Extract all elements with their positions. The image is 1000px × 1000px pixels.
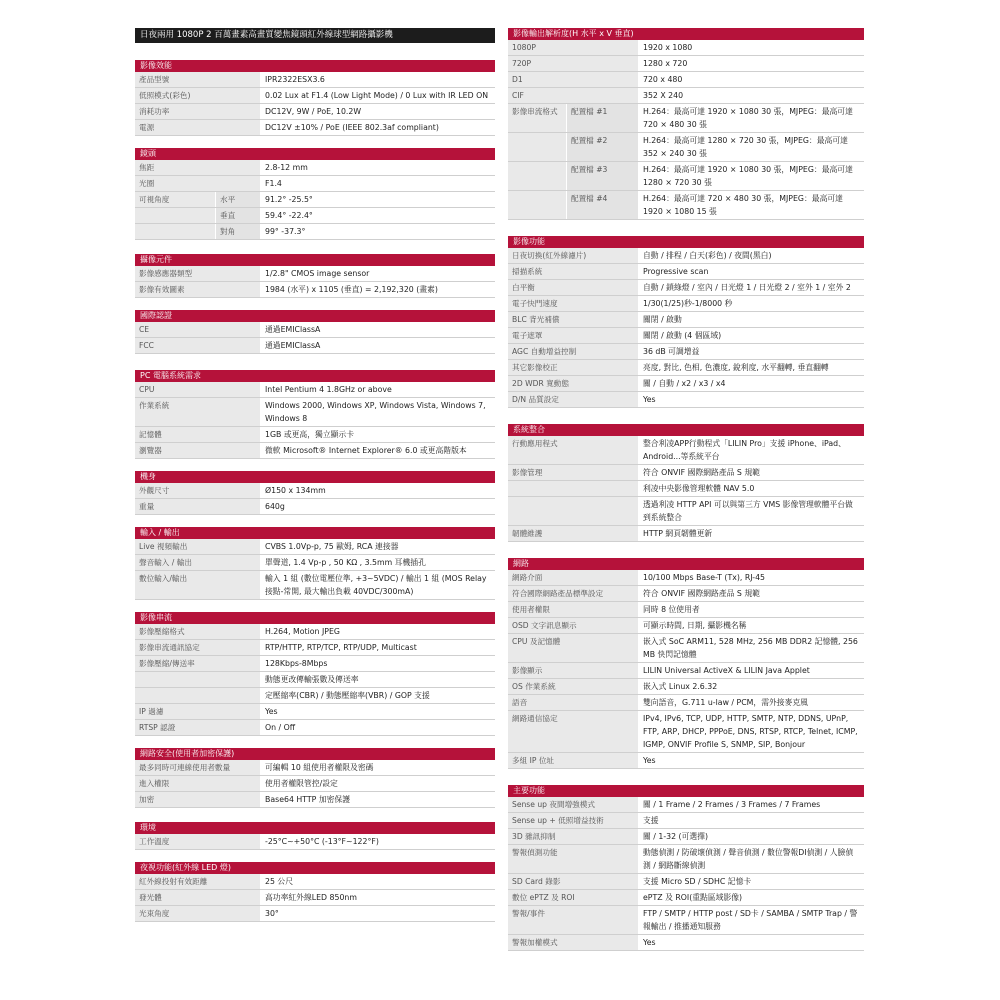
spec-row [135,640,495,656]
section-title: PC 電腦系統需求 [135,370,495,382]
spec-row [135,792,495,808]
spec-value: 關閉 / 啟動 [643,315,682,324]
spec-value: 定壓縮率(CBR) / 動態壓縮率(VBR) / GOP 支援 [265,691,430,700]
spec-value: 單聲道, 1.4 Vp-p , 50 KΩ , 3.5mm 耳機插孔 [265,558,426,567]
spec-label: 2D WDR 寬動態 [508,376,638,391]
spec-section [135,254,495,298]
spec-value: Yes [643,756,656,765]
section-title: 攝像元件 [135,254,495,266]
spec-section [508,236,864,408]
section-title: 夜視功能(紅外線 LED 燈) [135,862,495,874]
spec-row [508,602,864,618]
spec-section [135,748,495,808]
spec-row [508,72,864,88]
spec-label [135,688,260,703]
spec-row [508,797,864,813]
spec-label: D/N 品質設定 [508,392,638,407]
spec-label: 警報加權模式 [508,935,638,950]
spec-value: 符合 ONVIF 國際網路產品 S 規範 [643,589,760,598]
spec-label: 可視角度 [135,192,215,207]
spec-section [135,822,495,850]
spec-label: 工作溫度 [135,834,260,849]
spec-row [135,720,495,736]
spec-label: 語音 [508,695,638,710]
spec-value: 嵌入式 Linux 2.6.32 [643,682,718,691]
spec-row [135,88,495,104]
spec-row [135,176,495,192]
spec-value: 通過EMIClassA [265,325,321,334]
spec-value: -25°C~+50°C (-13°F~122°F) [265,837,379,846]
spec-section [508,424,864,542]
spec-value: 同時 8 位使用者 [643,605,700,614]
spec-row [508,56,864,72]
spec-row [508,711,864,753]
spec-row [135,120,495,136]
spec-value: 59.4° -22.4° [265,211,313,220]
spec-value: 自動 / 鎖綠燈 / 室內 / 日光燈 1 / 日光燈 2 / 室外 1 / 室外 2 [643,283,851,292]
section-title: 網路安全(使用者加密保護) [135,748,495,760]
spec-label: 紅外線投射有效距離 [135,874,260,889]
spec-label: 影像有效圖素 [135,282,260,297]
spec-label: Sense up 夜間增強模式 [508,797,638,812]
spec-value: 支援 Micro SD / SDHC 記憶卡 [643,877,752,886]
spec-row [508,906,864,935]
right-sections [508,28,864,951]
spec-section [135,471,495,515]
spec-label: 電源 [135,120,260,135]
spec-sublabel: 配置檔 #4 [566,191,638,219]
spec-row [508,40,864,56]
spec-label: 使用者權限 [508,602,638,617]
spec-label [508,133,566,161]
spec-label: 瀏覽器 [135,443,260,458]
spec-value: 1GB 或更高，獨立顯示卡 [265,430,355,439]
spec-value: 關 / 自動 / x2 / x3 / x4 [643,379,726,388]
spec-label: 光圈 [135,176,260,191]
spec-section [508,558,864,769]
spec-value: HTTP 網頁韌體更新 [643,529,713,538]
spec-row [508,312,864,328]
spec-value: 關 / 1 Frame / 2 Frames / 3 Frames / 7 Frames [643,800,821,809]
spec-value: 1280 x 720 [643,59,688,68]
spec-label: 影像管理 [508,465,638,480]
spec-value: 1/30(1/25)秒-1/8000 秒 [643,299,733,308]
spec-value: FTP / SMTP / HTTP post / SD卡 / SAMBA / SMTP Trap / 警報輸出 / 推播通知服務 [643,909,858,931]
spec-label [508,497,638,525]
spec-row [135,890,495,906]
spec-value: 動態更改傳輸張數及傳送率 [265,675,359,684]
spec-label: 多組 IP 位址 [508,753,638,768]
spec-value: DC12V, 9W / PoE, 10.2W [265,107,362,116]
spec-row [508,162,864,191]
spec-label: OS 作業系統 [508,679,638,694]
spec-row [508,264,864,280]
spec-section [135,370,495,459]
spec-label: 日夜切換(紅外線濾片) [508,248,638,263]
spec-row [508,191,864,220]
spec-value: 關 / 1-32 (可選擇) [643,832,709,841]
spec-sublabel: 對角 [215,224,260,239]
spec-label: 掃描系統 [508,264,638,279]
spec-value: 高功率紅外線LED 850nm [265,893,357,902]
spec-label: 720P [508,56,638,71]
spec-value: 720 x 480 [643,75,683,84]
spec-row [508,392,864,408]
section-title: 影像效能 [135,60,495,72]
spec-label: CPU [135,382,260,397]
spec-label: 數位 ePTZ 及 ROI [508,890,638,905]
spec-section [508,28,864,220]
spec-label: 警報/事件 [508,906,638,934]
spec-value: Yes [265,707,278,716]
spec-row [135,776,495,792]
spec-row [135,688,495,704]
spec-value: 91.2° -25.5° [265,195,313,204]
section-title: 系統整合 [508,424,864,436]
spec-label: 加密 [135,792,260,807]
spec-value: Windows 2000, Windows XP, Windows Vista, Windows 7, Windows 8 [265,401,486,423]
spec-label: BLC 背光補償 [508,312,638,327]
spec-row [135,555,495,571]
spec-value: 微軟 Microsoft® Internet Explorer® 6.0 或更高階版本 [265,446,467,455]
spec-row [135,104,495,120]
spec-label: 作業系統 [135,398,260,426]
spec-value: 99° -37.3° [265,227,306,236]
spec-value: 640g [265,502,285,511]
spec-label: 進入權限 [135,776,260,791]
spec-label [135,208,215,223]
spec-row [508,829,864,845]
spec-value: H.264：最高可達 1280 × 720 30 張，MJPEG：最高可達 352 × 240 30 張 [643,136,848,158]
spec-label [135,224,215,239]
spec-row [135,72,495,88]
spec-label: 影像壓縮格式 [135,624,260,639]
spec-row [135,483,495,499]
spec-value: 利凌中央影像管理軟體 NAV 5.0 [643,484,755,493]
spec-value: IPv4, IPv6, TCP, UDP, HTTP, SMTP, NTP, DDNS, UPnP, FTP, ARP, DHCP, PPPoE, DNS, RTSP, RTCP, Telnet, ICMP, IGMP, ONVIF Profile S, SNMP, SIP, Bonjour [643,714,858,749]
spec-row [135,322,495,338]
spec-value: 10/100 Mbps Base-T (Tx), RJ-45 [643,573,765,582]
spec-row [508,360,864,376]
spec-row [508,845,864,874]
spec-label: 光束角度 [135,906,260,921]
spec-value: 25 公尺 [265,877,293,886]
spec-value: 支援 [643,816,659,825]
spec-value: 關閉 / 啟動 (4 個區域) [643,331,722,340]
spec-value: CVBS 1.0Vp-p, 75 歐姆, RCA 連接器 [265,542,399,551]
spec-value: DC12V ±10% / PoE (IEEE 802.3af compliant) [265,123,439,132]
spec-label: 符合國際網路產品標準設定 [508,586,638,601]
spec-value: Ø150 x 134mm [265,486,326,495]
spec-row [508,497,864,526]
spec-row [508,874,864,890]
spec-row [135,192,495,208]
spec-label: SD Card 錄影 [508,874,638,889]
spec-sublabel: 水平 [215,192,260,207]
spec-row [135,571,495,600]
spec-value: 128Kbps-8Mbps [265,659,328,668]
spec-value: 雙向語音，G.711 u-law / PCM，需外接麥克風 [643,698,808,707]
spec-label: 重量 [135,499,260,514]
spec-value: 2.8-12 mm [265,163,308,172]
spec-section [135,148,495,240]
spec-label: 電子快門速度 [508,296,638,311]
spec-value: 1920 x 1080 [643,43,693,52]
spec-label: CE [135,322,260,337]
spec-value: 352 X 240 [643,91,684,100]
spec-value: F1.4 [265,179,282,188]
spec-row [508,935,864,951]
spec-row [135,906,495,922]
spec-value: Intel Pentium 4 1.8GHz or above [265,385,392,394]
spec-label: Sense up + 低照增益技術 [508,813,638,828]
section-title: 輸入 / 輸出 [135,527,495,539]
spec-value: H.264, Motion JPEG [265,627,340,636]
spec-row [508,586,864,602]
section-title: 主要功能 [508,785,864,797]
section-title: 影像功能 [508,236,864,248]
spec-section [135,60,495,136]
spec-label: 最多同時可連線使用者數量 [135,760,260,775]
spec-value: RTP/HTTP, RTP/TCP, RTP/UDP, Multicast [265,643,417,652]
spec-value: 嵌入式 SoC ARM11, 528 MHz, 256 MB DDR2 記憶體, 256 MB 快閃記憶體 [643,637,858,659]
spec-sublabel: 配置檔 #3 [566,162,638,190]
spec-label: 行動應用程式 [508,436,638,464]
spec-row [135,624,495,640]
spec-section [135,612,495,736]
spec-value: ePTZ 及 ROI(重點區域影像) [643,893,743,902]
spec-label: D1 [508,72,638,87]
section-title: 網路 [508,558,864,570]
spec-row [508,753,864,769]
spec-label: CIF [508,88,638,103]
spec-label [508,162,566,190]
spec-label: IP 過濾 [135,704,260,719]
spec-label: FCC [135,338,260,353]
spec-value: 整合利凌APP行動程式「LILIN Pro」支援 iPhone、iPad、Android...等系統平台 [643,439,846,461]
spec-label: 聲音輸入 / 輸出 [135,555,260,570]
spec-label: Live 視頻輸出 [135,539,260,554]
spec-row [508,481,864,497]
spec-row [508,376,864,392]
spec-section [508,785,864,951]
spec-row [508,526,864,542]
spec-row [135,282,495,298]
spec-label: 外觀尺寸 [135,483,260,498]
spec-value: IPR2322ESX3.6 [265,75,325,84]
spec-value: 動態偵測 / 防破壞偵測 / 聲音偵測 / 數位警報DI偵測 / 人臉偵測 / 網路斷線偵測 [643,848,854,870]
spec-row [135,499,495,515]
spec-value: On / Off [265,723,296,732]
spec-value: 36 dB 可調增益 [643,347,700,356]
left-column [135,28,495,933]
spec-row [508,890,864,906]
left-sections [135,60,495,922]
spec-label: 影像感應器類型 [135,266,260,281]
spec-row [135,266,495,282]
spec-value: 1984 (水平) x 1105 (垂直) = 2,192,320 (畫素) [265,285,438,294]
spec-value: Yes [643,395,656,404]
spec-row [135,834,495,850]
section-title: 機身 [135,471,495,483]
spec-label: 數位輸入/輸出 [135,571,260,599]
spec-row [508,280,864,296]
spec-label: 影像顯示 [508,663,638,678]
spec-label: 焦距 [135,160,260,175]
spec-row [508,133,864,162]
spec-value: 通過EMIClassA [265,341,321,350]
spec-row [135,338,495,354]
spec-value: Progressive scan [643,267,709,276]
spec-label: 影像串流格式 [508,104,566,132]
section-title: 環境 [135,822,495,834]
spec-value: LILIN Universal ActiveX & LILIN Java Applet [643,666,810,675]
page-title: 日夜兩用 1080P 2 百萬畫素高畫質變焦鏡頭紅外線球型網路攝影機 [135,28,495,43]
spec-row [508,663,864,679]
spec-row [508,248,864,264]
spec-row [508,618,864,634]
spec-row [135,382,495,398]
spec-row [135,656,495,672]
spec-row [135,427,495,443]
spec-label: 消耗功率 [135,104,260,119]
spec-row [135,874,495,890]
spec-label: 影像壓縮/傳送率 [135,656,260,671]
section-title: 影像串流 [135,612,495,624]
spec-row [508,328,864,344]
section-title: 鏡頭 [135,148,495,160]
spec-row [135,208,495,224]
spec-row [508,695,864,711]
spec-label: 產品型號 [135,72,260,87]
spec-value: 30° [265,909,279,918]
spec-row [508,679,864,695]
spec-value: 可顯示時間, 日期, 攝影機名稱 [643,621,747,630]
spec-label: 網路介面 [508,570,638,585]
right-column [508,28,864,962]
spec-value: 使用者權限管控/設定 [265,779,338,788]
spec-label [508,481,638,496]
spec-row [135,443,495,459]
spec-label: 白平衡 [508,280,638,295]
spec-sublabel: 垂直 [215,208,260,223]
spec-row [135,704,495,720]
spec-row [135,224,495,240]
spec-sublabel: 配置檔 #1 [566,104,638,132]
spec-row [508,465,864,481]
spec-row [135,539,495,555]
spec-label: 影像串流通訊協定 [135,640,260,655]
spec-value: 自動 / 排程 / 白天(彩色) / 夜間(黑白) [643,251,772,260]
spec-value: 1/2.8" CMOS image sensor [265,269,370,278]
spec-label: 韌體維護 [508,526,638,541]
spec-value: Yes [643,938,656,947]
section-title: 影像輸出解析度(H 水平 x V 垂直) [508,28,864,40]
spec-sublabel: 配置檔 #2 [566,133,638,161]
spec-label: 1080P [508,40,638,55]
spec-row [508,88,864,104]
spec-section [135,310,495,354]
spec-row [135,672,495,688]
spec-row [135,398,495,427]
spec-label: 記憶體 [135,427,260,442]
spec-value: 亮度, 對比, 色相, 色濃度, 銳利度, 水平翻轉, 垂直翻轉 [643,363,829,372]
spec-value: H.264：最高可達 1920 × 1080 30 張，MJPEG：最高可達 1280 × 720 30 張 [643,165,853,187]
spec-row [135,760,495,776]
spec-label: 低照模式(彩色) [135,88,260,103]
spec-row [508,296,864,312]
spec-label: CPU 及記憶體 [508,634,638,662]
spec-row [135,160,495,176]
spec-label: 電子遮罩 [508,328,638,343]
spec-value: H.264：最高可達 720 × 480 30 張，MJPEG：最高可達 1920 × 1080 15 張 [643,194,843,216]
spec-label: 發光體 [135,890,260,905]
spec-label: AGC 自動增益控制 [508,344,638,359]
spec-value: 輸入 1 組 (數位電壓位準, +3~5VDC) / 輸出 1 組 (MOS Relay 接點-常開, 最大輸出負載 40VDC/300mA) [265,574,487,596]
spec-label: RTSP 認證 [135,720,260,735]
spec-label: 其它影像校正 [508,360,638,375]
spec-row [508,634,864,663]
spec-row [508,104,864,133]
spec-value: 可編輯 10 組使用者權限及密碼 [265,763,374,772]
spec-row [508,436,864,465]
spec-label: 網路通信協定 [508,711,638,752]
spec-value: H.264：最高可達 1920 × 1080 30 張，MJPEG：最高可達 720 × 480 30 張 [643,107,853,129]
spec-value: 0.02 Lux at F1.4 (Low Light Mode) / 0 Lux with IR LED ON [265,91,489,100]
spec-section [135,527,495,600]
spec-label: 警報偵測功能 [508,845,638,873]
spec-row [508,813,864,829]
spec-label [508,191,566,219]
section-title: 國際認證 [135,310,495,322]
spec-section [135,862,495,922]
spec-label: 3D 雜訊抑制 [508,829,638,844]
spec-row [508,570,864,586]
spec-value: Base64 HTTP 加密保護 [265,795,351,804]
spec-label: OSD 文字訊息顯示 [508,618,638,633]
spec-row [508,344,864,360]
spec-value: 符合 ONVIF 國際網路產品 S 規範 [643,468,760,477]
spec-label [135,672,260,687]
spec-value: 透過利凌 HTTP API 可以與第三方 VMS 影像管理軟體平台做到系統整合 [643,500,853,522]
